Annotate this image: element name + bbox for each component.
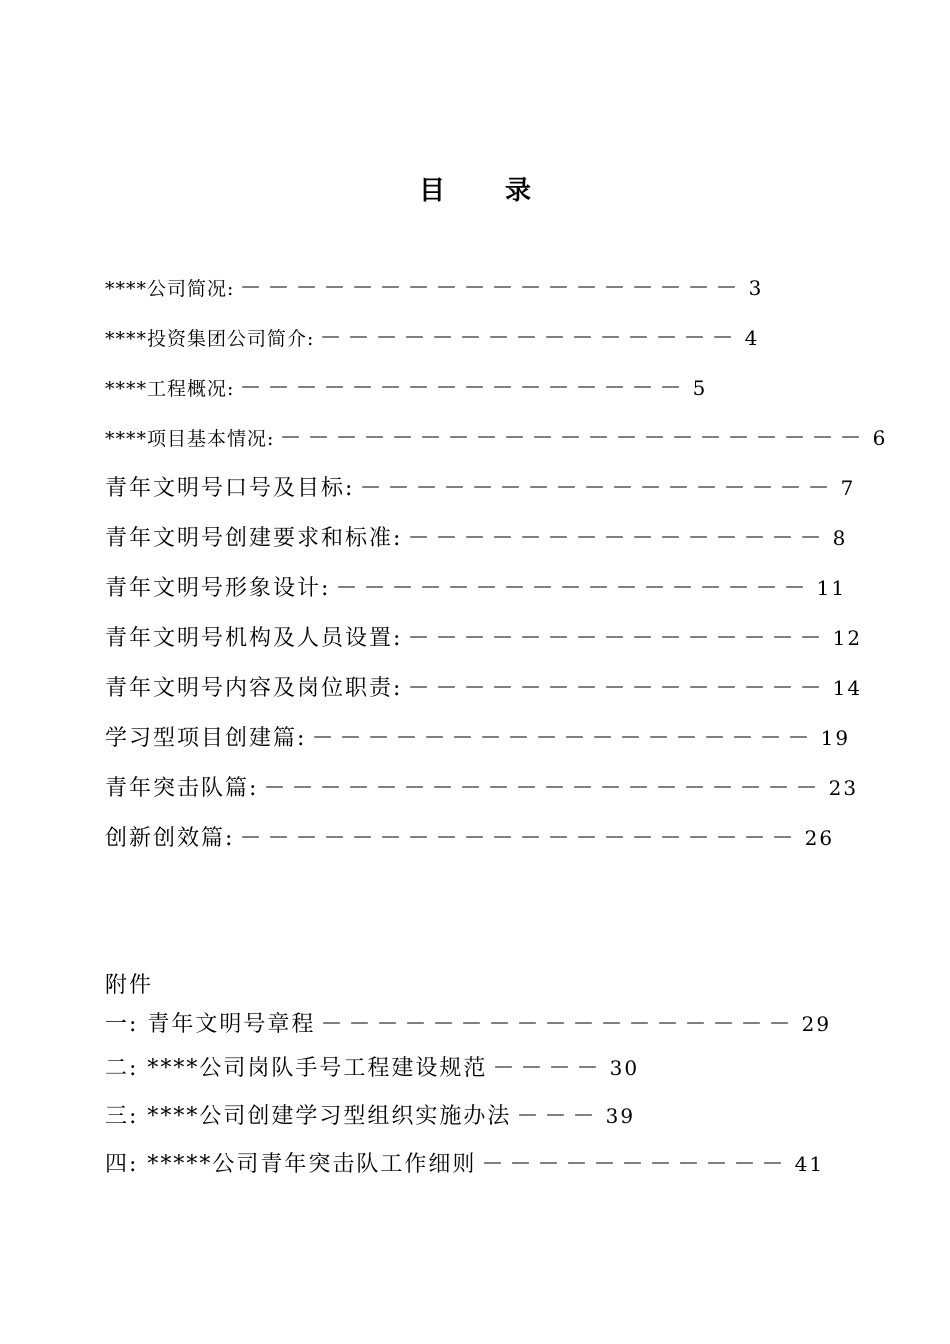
toc-page: 19 — [820, 726, 851, 750]
toc-leader: －－－－－－－－－－－－－－－ — [319, 326, 740, 351]
toc-leader: －－－－－－－－－－－－－－－－－ — [335, 576, 812, 601]
toc-entry[interactable] — [105, 372, 865, 422]
toc-label: 青年文明号创建要求和标准: — [105, 526, 403, 551]
toc-leader: －－－－－－－－－－－－－－－－－－－－－ — [279, 426, 868, 451]
toc-label: 学习型项目创建篇: — [105, 726, 307, 751]
toc-leader: －－－－－－－－－－－－－－－ — [407, 676, 828, 701]
appendix-label: 四: *****公司青年突击队工作细则 — [105, 1152, 477, 1177]
appendix-entry[interactable] — [105, 1008, 865, 1052]
toc-entry[interactable] — [105, 472, 865, 522]
toc-entry[interactable] — [105, 422, 888, 472]
toc-entry[interactable] — [105, 322, 865, 372]
appendix-page: 39 — [605, 1104, 636, 1128]
toc-label: ****公司简况: — [105, 278, 235, 300]
appendix-label: 三: ****公司创建学习型组织实施办法 — [105, 1104, 512, 1129]
toc-label: 创新创效篇: — [105, 826, 235, 851]
toc-leader: －－－－－－－－－－－－－－－－－－－－ — [263, 776, 824, 801]
toc-page: 11 — [816, 576, 847, 600]
toc-leader: －－－－－－－－－－－－－－－－ — [239, 376, 688, 401]
toc-label: ****工程概况: — [105, 378, 235, 400]
toc-page: 8 — [832, 526, 848, 550]
toc-label: 青年突击队篇: — [105, 776, 259, 801]
toc-entry[interactable] — [105, 522, 865, 572]
toc-label: 青年文明号内容及岗位职责: — [105, 676, 403, 701]
toc-entry[interactable] — [105, 572, 865, 622]
toc-entry[interactable] — [105, 722, 865, 772]
appendix-entry[interactable] — [105, 1148, 865, 1196]
appendix-label: 二: ****公司岗队手号工程建设规范 — [105, 1056, 488, 1081]
toc-entry[interactable] — [105, 272, 865, 322]
title-char-2: 录 — [505, 176, 532, 206]
toc-entry[interactable] — [105, 672, 865, 722]
appendix-label: 一: 青年文明号章程 — [105, 1012, 316, 1037]
toc-leader: －－－－－－－－－－－－－－－－－－ — [239, 276, 744, 301]
toc-label: 青年文明号口号及目标: — [105, 476, 355, 501]
toc-label: 青年文明号机构及人员设置: — [105, 626, 403, 651]
appendix-heading: 附件 — [105, 973, 154, 998]
toc-page: 7 — [840, 476, 856, 500]
toc-page: 26 — [804, 826, 835, 850]
appendix-leader: －－－－－－－－－－－ — [481, 1152, 790, 1177]
toc-label: ****投资集团公司简介: — [105, 328, 315, 350]
toc-page: 23 — [828, 776, 859, 800]
toc-page: 5 — [692, 376, 708, 400]
toc-page: 12 — [832, 626, 863, 650]
page-title — [0, 170, 950, 207]
toc-leader: －－－－－－－－－－－－－－－－－ — [359, 476, 836, 501]
toc-leader: －－－－－－－－－－－－－－－ — [407, 626, 828, 651]
toc-page: 6 — [872, 426, 888, 450]
toc-label: ****项目基本情况: — [105, 428, 275, 450]
toc-entry[interactable] — [105, 622, 865, 672]
toc-entry[interactable] — [105, 822, 865, 872]
toc-leader: －－－－－－－－－－－－－－－－－－ — [311, 726, 816, 751]
toc-leader: －－－－－－－－－－－－－－－ — [407, 526, 828, 551]
appendix-entry[interactable] — [105, 1100, 865, 1148]
toc-entry[interactable] — [105, 772, 865, 822]
toc-page: 4 — [744, 326, 760, 350]
title-char-1: 目 — [418, 176, 445, 206]
appendix-page: 41 — [794, 1152, 825, 1176]
appendix-leader: －－－－ — [492, 1056, 605, 1081]
toc-label: 青年文明号形象设计: — [105, 576, 331, 601]
appendix-leader: －－－－－－－－－－－－－－－－－ — [320, 1012, 797, 1037]
toc-page: 14 — [832, 676, 863, 700]
appendix-leader: －－－ — [516, 1104, 601, 1129]
toc-page: 3 — [748, 276, 764, 300]
appendix-page: 29 — [801, 1012, 832, 1036]
appendix-page: 30 — [609, 1056, 640, 1080]
appendix-section — [105, 968, 865, 1196]
toc-leader: －－－－－－－－－－－－－－－－－－－－ — [239, 826, 800, 851]
appendix-entry[interactable] — [105, 1052, 865, 1100]
table-of-contents — [105, 272, 888, 872]
